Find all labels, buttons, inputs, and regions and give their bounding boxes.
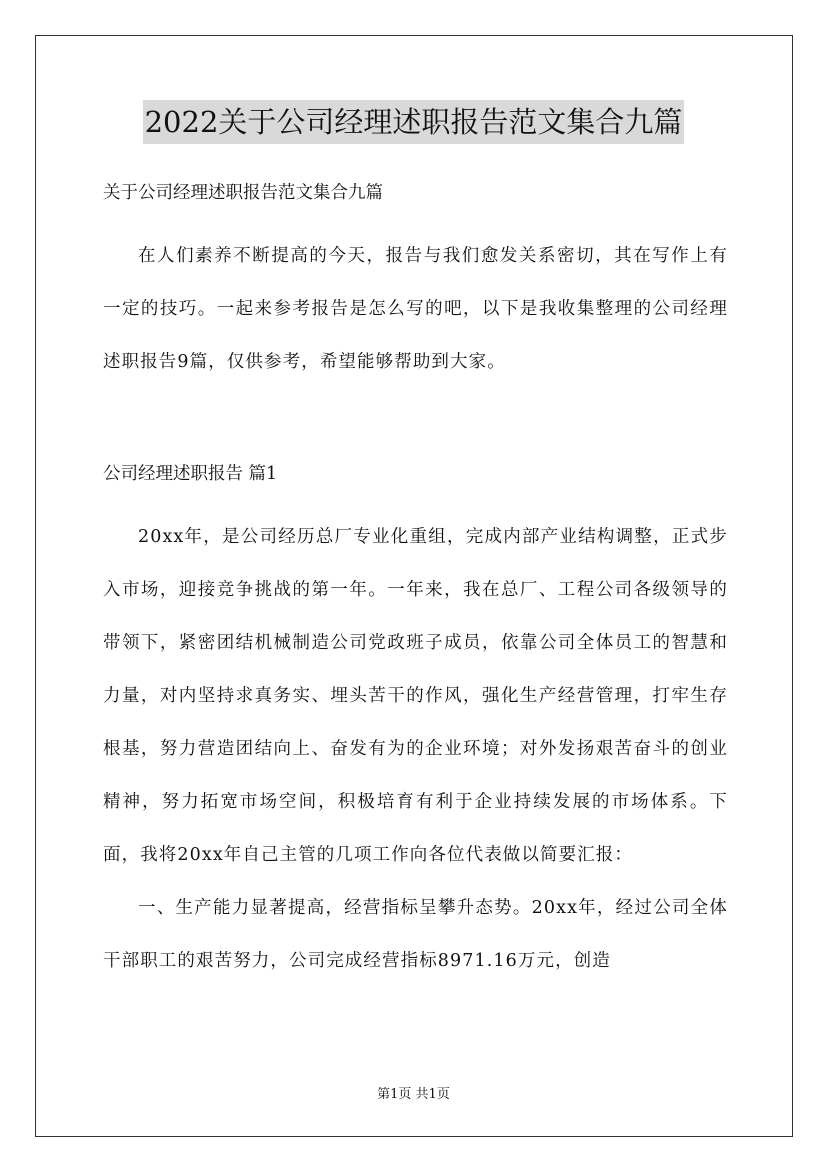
spacer xyxy=(103,495,728,511)
page-footer: 第1页 共1页 xyxy=(377,1087,450,1102)
spacer xyxy=(103,214,728,230)
document-title-text: 2022关于公司经理述职报告范文集合九篇 xyxy=(143,100,685,144)
intro-paragraph: 在人们素养不断提高的今天，报告与我们愈发关系密切，其在写作上有一定的技巧。一起来参考报告是怎么写的吧，以下是我收集整理的公司经理述职报告9篇，仅供参考，希望能够帮助到大家。 xyxy=(103,246,728,372)
body-paragraph: 一、生产能力显著提高，经营指标呈攀升态势。20xx年，经过公司全体干部职工的艰苦努力，公司完成经营指标8971.16万元，创造 xyxy=(103,898,728,971)
document-body xyxy=(103,172,728,988)
spacer xyxy=(103,389,728,453)
body-paragraph: 20xx年，是公司经历总厂专业化重组，完成内部产业结构调整，正式步入市场，迎接竞争挑战的第一年。一年来，我在总厂、工程公司各级领导的带领下，紧密团结机械制造公司党政班子成员，依靠公司全体员工的智慧和力量，对内坚持求真务实、埋头苦干的作风，强化生产经营管理，打牢生存根基，努力营造团结向上、奋发有为的企业环境；对外发扬艰苦奋斗的创业精神，努力拓宽市场空间，积极培育有利于企业持续发展的市场体系。下面，我将20xx年自己主管的几项工作向各位代表做以简要汇报： xyxy=(103,527,728,865)
document-title xyxy=(0,100,827,144)
section-heading: 公司经理述职报告 篇1 xyxy=(103,464,278,484)
document-subtitle: 关于公司经理述职报告范文集合九篇 xyxy=(103,183,383,203)
